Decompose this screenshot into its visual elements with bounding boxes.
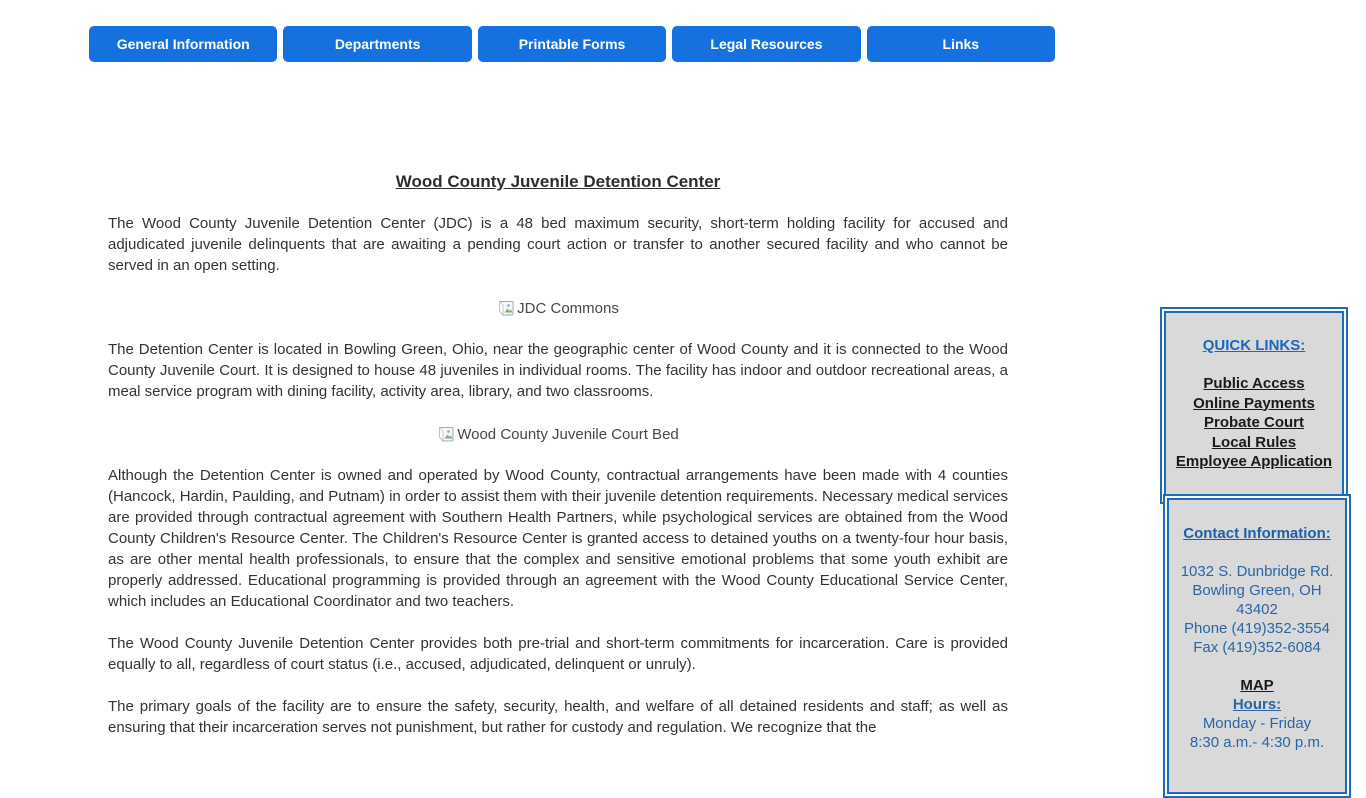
contact-fax: Fax (419)352-6084 — [1193, 639, 1321, 656]
image-alt-text-court-bed: Wood County Juvenile Court Bed — [457, 426, 679, 443]
broken-image-icon — [437, 426, 455, 443]
hours-times: 8:30 a.m.- 4:30 p.m. — [1189, 734, 1325, 751]
broken-image-jdc-commons — [108, 299, 1008, 318]
hours-heading: Hours: — [1232, 696, 1282, 713]
quick-link-online-payments[interactable]: Online Payments — [1193, 394, 1315, 412]
contact-address-line1: 1032 S. Dunbridge Rd. — [1180, 563, 1334, 580]
paragraph-commitments: The Wood County Juvenile Detention Center provides both pre-trial and short-term commitments for incarceration. Care is provided equally to all, regardless of court status (i.e., accused, adjudicated, delinquent or unruly). — [108, 635, 1008, 673]
hours-days: Monday - Friday — [1202, 715, 1312, 732]
image-alt-text-jdc-commons: JDC Commons — [517, 300, 619, 317]
map-link[interactable]: MAP — [1240, 677, 1274, 694]
nav-button-departments[interactable]: Departments — [283, 26, 471, 62]
quick-links-box — [1160, 307, 1348, 504]
broken-image-icon — [497, 300, 515, 317]
top-navigation — [89, 26, 1055, 62]
quick-links-box-inner — [1164, 311, 1344, 500]
main-content — [108, 172, 1008, 738]
paragraph-goals: The primary goals of the facility are to ensure the safety, security, health, and welfare of all detained residents and staff; as well as ensuring that their incarceration serves not punishment, but rather for custody and regulation. We recognize that the — [108, 698, 1008, 736]
contact-information-box-inner — [1167, 498, 1347, 794]
paragraph-location: The Detention Center is located in Bowling Green, Ohio, near the geographic center of Wood County and it is connected to the Wood County Juvenile Court. It is designed to house 48 juveniles in individual rooms. The facility has indoor and outdoor recreational areas, a meal service program with dining facility, activity area, library, and two classrooms. — [108, 341, 1008, 400]
quick-links-heading: QUICK LINKS: — [1202, 337, 1306, 354]
quick-link-probate-court[interactable]: Probate Court — [1203, 414, 1304, 431]
nav-button-general-information[interactable]: General Information — [89, 26, 277, 62]
quick-link-employee-application[interactable]: Employee Application — [1175, 453, 1333, 470]
contact-information-box — [1163, 494, 1351, 798]
paragraph-contractual: Although the Detention Center is owned and operated by Wood County, contractual arrangements have been made with 4 counties (Hancock, Hardin, Paulding, and Putnam) in order to assist them with their juvenile detention requirements. Necessary medical services are provided through contractual agreement with Southern Health Partners, while psychological services are obtained from the Wood County Children's Resource Center. The Children's Resource Center is granted access to detained youths on a twenty-four hour basis, as are other mental health professionals, to ensure that the complex and sensitive emotional problems that some youth exhibit are properly addressed. Educational programming is provided through an agreement with the Wood County Educational Service Center, which includes an Educational Coordinator and two teachers. — [108, 467, 1008, 610]
contact-address-line3: 43402 — [1236, 601, 1278, 618]
nav-button-legal-resources[interactable]: Legal Resources — [672, 26, 860, 62]
contact-address-line2: Bowling Green, OH — [1192, 582, 1322, 599]
nav-button-links[interactable]: Links — [867, 26, 1055, 62]
paragraph-facility-intro: The Wood County Juvenile Detention Center (JDC) is a 48 bed maximum security, short-term holding facility for accused and adjudicated juvenile delinquents that are awaiting a pending court action or transfer to another secured facility and who cannot be served in an open setting. — [108, 215, 1008, 274]
page-title: Wood County Juvenile Detention Center — [395, 172, 721, 191]
nav-button-printable-forms[interactable]: Printable Forms — [478, 26, 666, 62]
contact-phone: Phone (419)352-3554 — [1184, 620, 1330, 637]
quick-link-local-rules[interactable]: Local Rules — [1211, 433, 1297, 451]
broken-image-court-bed — [108, 425, 1008, 444]
quick-link-public-access[interactable]: Public Access — [1203, 375, 1305, 392]
contact-information-heading: Contact Information: — [1183, 525, 1331, 542]
